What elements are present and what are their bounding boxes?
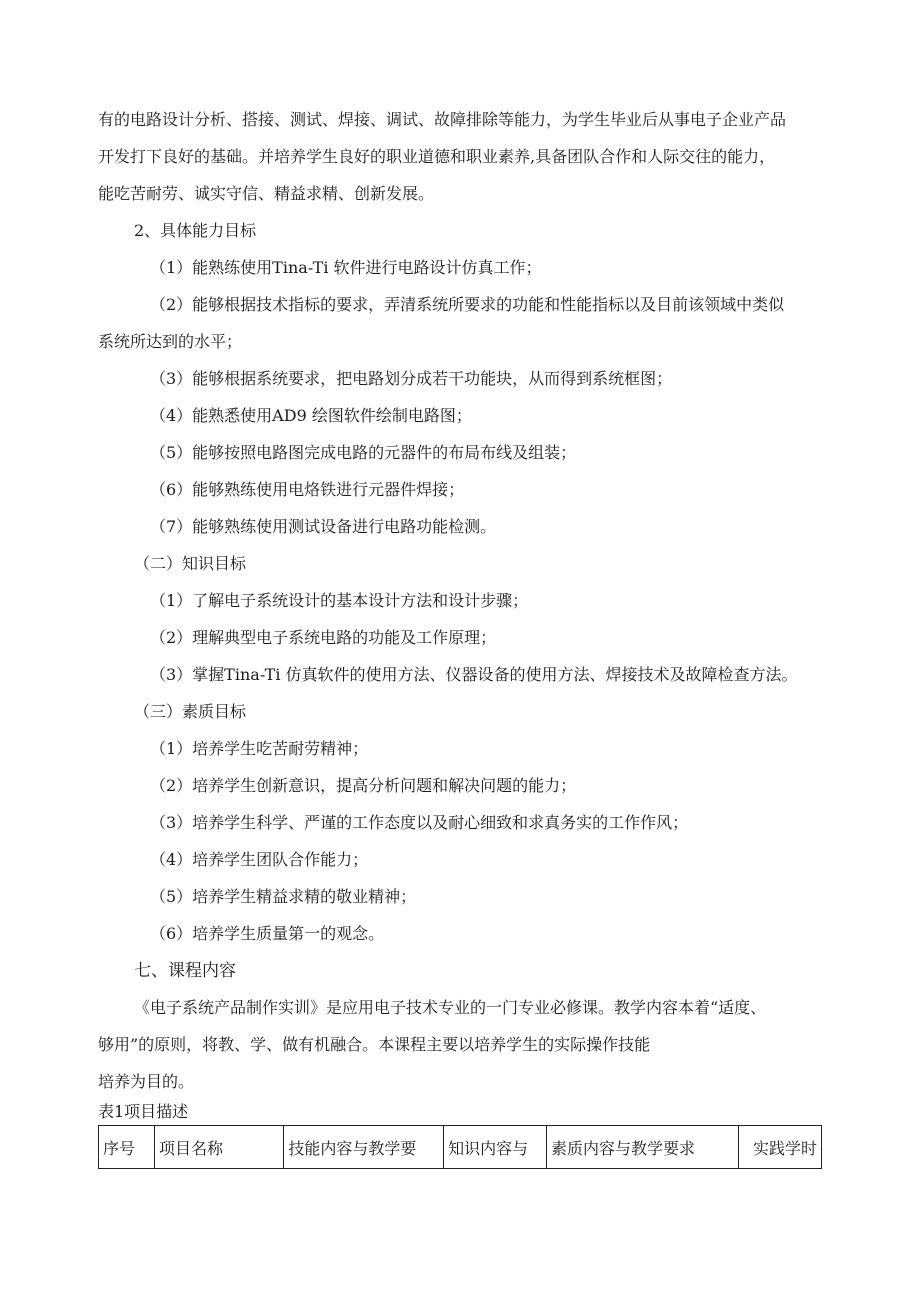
- list-item: （3）能够根据系统要求，把电路划分成若干功能块，从而得到系统框图；: [150, 369, 673, 388]
- list-item: （4）能熟悉使用AD9 绘图软件绘制电路图；: [150, 406, 472, 425]
- section-heading: 2、具体能力目标: [134, 221, 257, 240]
- list-item: （2）理解典型电子系统电路的功能及工作原理；: [150, 628, 497, 647]
- table-header-cell: 知识内容与: [444, 1126, 547, 1169]
- list-item: （2）能够根据技术指标的要求，弄清系统所要求的功能和性能指标以及目前该领域中类似: [150, 295, 785, 314]
- list-item: （4）培养学生团队合作能力；: [150, 850, 369, 869]
- text-line: 《电子系统产品制作实训》是应用电子技术专业的一门专业必修课。教学内容本着“适度、: [134, 998, 767, 1017]
- project-table: [98, 1125, 822, 1169]
- table-header-cell: 素质内容与教学要求: [547, 1126, 739, 1169]
- list-item: （3）培养学生科学、严谨的工作态度以及耐心细致和求真务实的工作作风；: [150, 813, 689, 832]
- section-heading: 七、课程内容: [134, 961, 236, 981]
- list-item: （3）掌握Tina-Ti 仿真软件的使用方法、仪器设备的使用方法、焊接技术及故障检查方法。: [150, 665, 798, 684]
- list-item: （6）培养学生质量第一的观念。: [150, 924, 385, 943]
- list-item: （5）培养学生精益求精的敬业精神；: [150, 887, 417, 906]
- table-header-cell: 序号: [99, 1126, 155, 1169]
- list-item: （1）能熟练使用Tina-Ti 软件进行电路设计仿真工作；: [150, 258, 542, 277]
- section-heading: （二）知识目标: [134, 554, 247, 573]
- table-header-row: [99, 1126, 822, 1169]
- text-line: 够用”的原则，将教、学、做有机融合。本课程主要以培养学生的实际操作技能: [98, 1035, 651, 1054]
- text-line: 能吃苦耐劳、诚实守信、精益求精、创新发展。: [98, 184, 435, 203]
- table-header-cell: 实践学时: [739, 1126, 822, 1169]
- table-caption: 表1项目描述: [98, 1102, 189, 1121]
- list-item: （7）能够熟练使用测试设备进行电路功能检测。: [150, 517, 497, 536]
- list-item: （5）能够按照电路图完成电路的元器件的布局布线及组装；: [150, 443, 577, 462]
- list-item: （6）能够熟练使用电烙铁进行元器件焊接；: [150, 480, 465, 499]
- table-header-cell: 项目名称: [155, 1126, 284, 1169]
- text-line: 开发打下良好的基础。并培养学生良好的职业道德和职业素养,具备团队合作和人际交往的能力，: [98, 147, 776, 166]
- list-item-continuation: 系统所达到的水平；: [98, 332, 243, 351]
- text-line: 培养为目的。: [98, 1072, 195, 1091]
- list-item: （2）培养学生创新意识，提高分析问题和解决问题的能力；: [150, 776, 577, 795]
- list-item: （1）了解电子系统设计的基本设计方法和设计步骤；: [150, 591, 529, 610]
- section-heading: （三）素质目标: [134, 702, 247, 721]
- text-line: 有的电路设计分析、搭接、测试、焊接、调试、故障排除等能力，为学生毕业后从事电子企业产品: [98, 110, 787, 129]
- table-header-cell: 技能内容与教学要: [284, 1126, 444, 1169]
- list-item: （1）培养学生吃苦耐劳精神；: [150, 739, 369, 758]
